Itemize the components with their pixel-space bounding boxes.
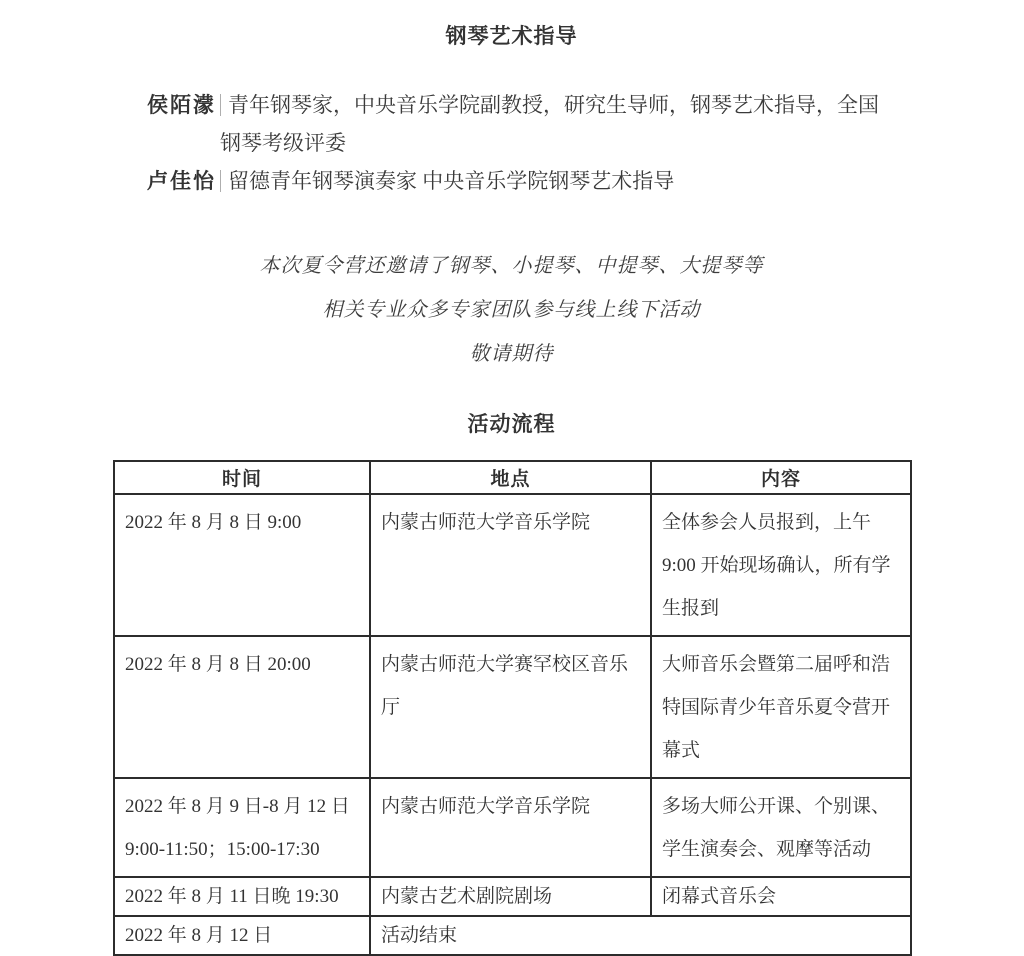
column-header-time: 时间	[114, 461, 370, 494]
cell-time: 2022 年 8 月 12 日	[114, 916, 370, 955]
table-row	[114, 877, 911, 916]
document-page	[113, 20, 910, 956]
column-header-location: 地点	[370, 461, 651, 494]
cell-time: 2022 年 8 月 9 日-8 月 12 日 9:00-11:50；15:00-17:30	[114, 778, 370, 877]
instructor-entry	[147, 162, 882, 200]
announcement-line: 敬请期待	[469, 343, 554, 365]
cell-content: 闭幕式音乐会	[651, 877, 911, 916]
instructor-list	[147, 86, 882, 200]
cell-merged-content: 活动结束	[370, 916, 911, 955]
cell-location: 内蒙古艺术剧院剧场	[370, 877, 651, 916]
announcement-block	[113, 244, 910, 376]
table-row	[114, 916, 911, 955]
table-row	[114, 494, 911, 636]
cell-time: 2022 年 8 月 8 日 9:00	[114, 494, 370, 636]
table-row	[114, 778, 911, 877]
instructor-description: 青年钢琴家，中央音乐学院副教授，研究生导师，钢琴艺术指导，全国钢琴考级评委	[220, 93, 879, 155]
table-header-row	[114, 461, 911, 494]
column-header-content: 内容	[651, 461, 911, 494]
schedule-heading: 活动流程	[467, 413, 556, 436]
instructor-description: 留德青年钢琴演奏家 中央音乐学院钢琴艺术指导	[228, 169, 675, 193]
cell-time: 2022 年 8 月 11 日晚 19:30	[114, 877, 370, 916]
cell-content: 多场大师公开课、个别课、学生演奏会、观摩等活动	[651, 778, 911, 877]
vertical-divider	[220, 170, 221, 192]
cell-time: 2022 年 8 月 8 日 20:00	[114, 636, 370, 778]
cell-content: 大师音乐会暨第二届呼和浩特国际青少年音乐夏令营开幕式	[651, 636, 911, 778]
announcement-line: 本次夏令营还邀请了钢琴、小提琴、中提琴、大提琴等	[259, 255, 764, 277]
table-row	[114, 636, 911, 778]
announcement-line: 相关专业众多专家团队参与线上线下活动	[322, 299, 701, 321]
schedule-table	[113, 460, 912, 956]
page-title: 钢琴艺术指导	[445, 25, 578, 48]
vertical-divider	[220, 94, 221, 116]
cell-location: 内蒙古师范大学音乐学院	[370, 778, 651, 877]
instructor-entry	[147, 86, 882, 162]
cell-location: 内蒙古师范大学音乐学院	[370, 494, 651, 636]
cell-content: 全体参会人员报到，上午 9:00 开始现场确认，所有学生报到	[651, 494, 911, 636]
instructor-name: 卢佳怡	[147, 169, 216, 193]
cell-location: 内蒙古师范大学赛罕校区音乐厅	[370, 636, 651, 778]
instructor-name: 侯陌濛	[147, 93, 216, 117]
